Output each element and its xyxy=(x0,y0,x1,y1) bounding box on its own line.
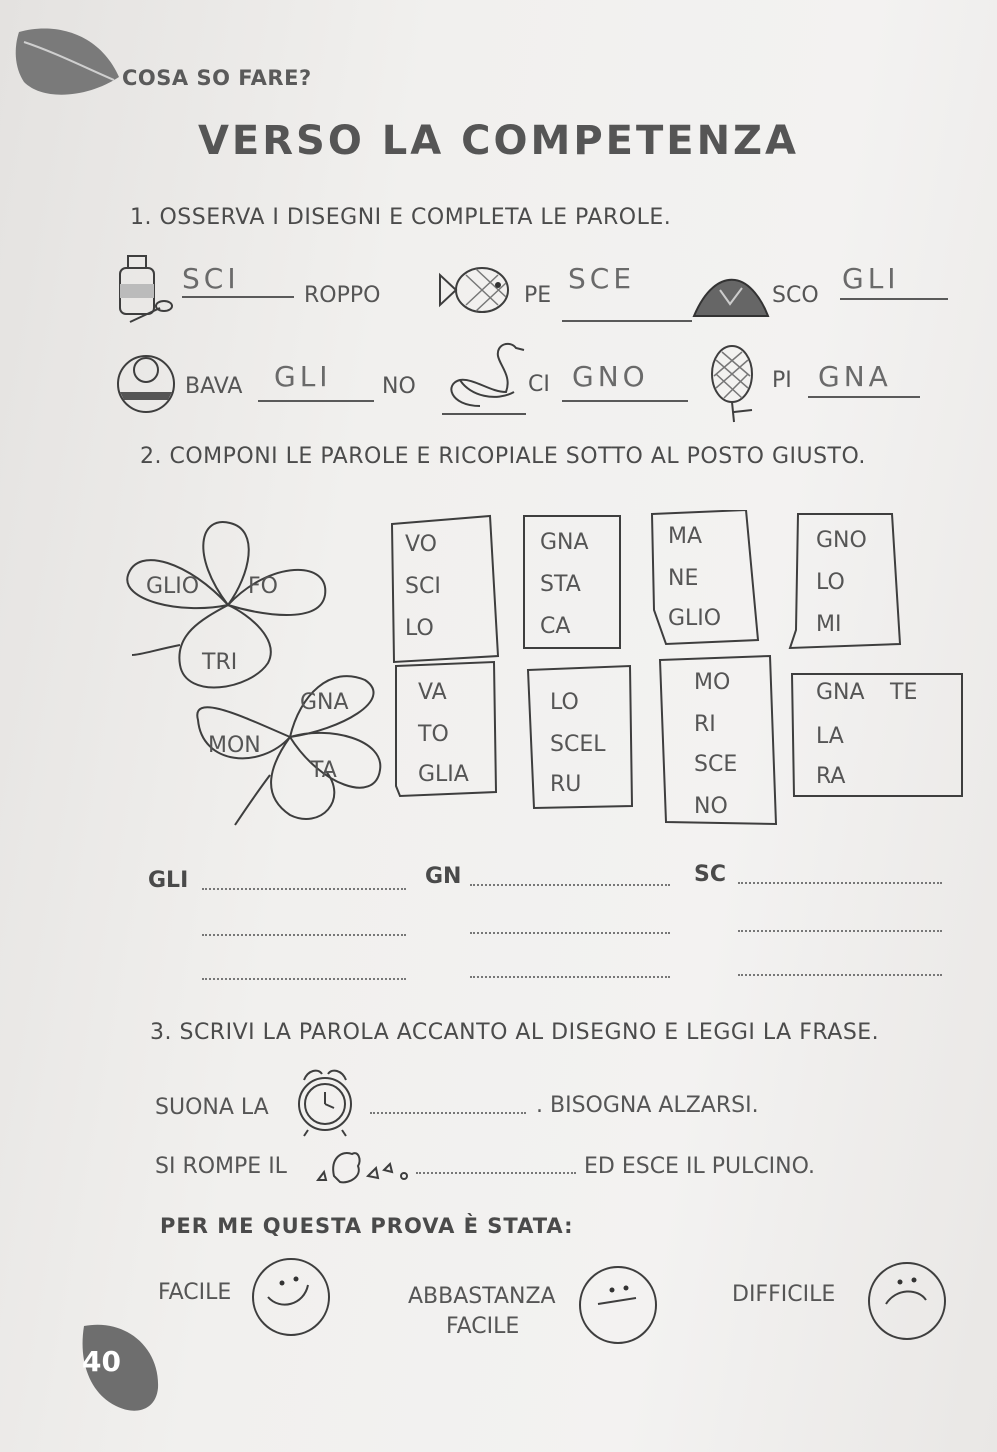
word-prefix: CI xyxy=(528,372,550,397)
clover-syllable: TRI xyxy=(202,650,238,675)
card-syllable: SCE xyxy=(694,752,738,777)
sentence1-after: . BISOGNA ALZARSI. xyxy=(536,1093,759,1118)
exercise3-instruction: 3. SCRIVI LA PAROLA ACCANTO AL DISEGNO E LEGGI LA FRASE. xyxy=(150,1020,880,1045)
write-line[interactable] xyxy=(370,1112,526,1114)
exercise1-instruction: 1. OSSERVA I DISEGNI E COMPLETA LE PAROLE. xyxy=(130,205,672,230)
clover-syllable: GNA xyxy=(300,690,349,715)
card-syllable: GLIO xyxy=(668,606,722,631)
write-line[interactable] xyxy=(738,882,942,884)
answer-word[interactable]: SCE xyxy=(568,262,636,295)
swan-icon xyxy=(440,336,528,418)
answer-word[interactable]: GNA xyxy=(818,360,892,393)
sad-face-icon[interactable] xyxy=(862,1258,952,1344)
answer-word[interactable]: GLI xyxy=(842,262,900,295)
sentence2-before: SI ROMPE IL xyxy=(155,1154,287,1179)
answer-word[interactable]: GNO xyxy=(572,360,649,393)
clover-syllable: GLIO xyxy=(146,574,200,599)
sentence2-after: ED ESCE IL PULCINO. xyxy=(584,1154,816,1179)
page-title: VERSO LA COMPETENZA xyxy=(197,118,800,164)
card-syllable: MI xyxy=(816,612,842,637)
option-easy-label: FACILE xyxy=(158,1280,232,1305)
write-line[interactable] xyxy=(202,888,406,890)
page-number: 40 xyxy=(82,1345,121,1378)
write-line[interactable] xyxy=(738,930,942,932)
syllable-cards xyxy=(384,510,966,830)
word-suffix: NO xyxy=(382,374,416,399)
section-label: COSA SO FARE? xyxy=(122,66,312,90)
card-syllable: NO xyxy=(694,794,728,819)
sentence1-before: SUONA LA xyxy=(155,1095,269,1120)
leaf-icon xyxy=(14,22,124,102)
neutral-face-icon[interactable] xyxy=(572,1262,664,1348)
word-prefix: PI xyxy=(772,368,792,393)
word-prefix: PE xyxy=(524,283,552,308)
write-line[interactable] xyxy=(202,934,406,936)
card-syllable: SCEL xyxy=(550,732,606,757)
card-syllable: RI xyxy=(694,712,716,737)
happy-face-icon[interactable] xyxy=(246,1255,336,1339)
answer-word[interactable]: GLI xyxy=(274,360,332,393)
word-prefix: SCO xyxy=(772,283,819,308)
answer-line xyxy=(258,400,374,402)
card-syllable: MO xyxy=(694,670,731,695)
answer-line xyxy=(182,296,294,298)
alarm-clock-icon xyxy=(290,1062,360,1138)
card-syllable: RA xyxy=(816,764,846,789)
answer-line xyxy=(840,298,948,300)
evaluation-title: PER ME QUESTA PROVA È STATA: xyxy=(160,1214,574,1238)
card-syllable: VA xyxy=(418,680,447,705)
answer-line xyxy=(562,320,692,322)
write-line[interactable] xyxy=(416,1172,576,1174)
card-syllable: TO xyxy=(418,722,449,747)
fish-icon xyxy=(436,255,516,325)
card-syllable: GNA xyxy=(540,530,589,555)
write-line[interactable] xyxy=(470,976,670,978)
clover-syllable: FO xyxy=(248,574,278,599)
column-label-gn: GN xyxy=(425,864,462,889)
pinecone-icon xyxy=(702,340,764,424)
card-syllable: MA xyxy=(668,524,703,549)
card-syllable: GNA xyxy=(816,680,865,705)
card-syllable: LO xyxy=(405,616,434,641)
card-syllable: TE xyxy=(890,680,918,705)
column-label-sc: SC xyxy=(694,862,726,887)
card-syllable: VO xyxy=(405,532,437,557)
column-label-gli: GLI xyxy=(148,868,189,893)
option-hard-label: DIFFICILE xyxy=(732,1282,836,1307)
rock-icon xyxy=(690,270,772,322)
option-medium-label: ABBASTANZA xyxy=(408,1284,556,1309)
clover-drawing xyxy=(120,515,390,830)
answer-word[interactable]: SCI xyxy=(182,262,240,295)
option-medium-label-2: FACILE xyxy=(446,1314,520,1339)
answer-line xyxy=(562,400,688,402)
write-line[interactable] xyxy=(470,884,670,886)
card-syllable: GNO xyxy=(816,528,867,553)
card-syllable: RU xyxy=(550,772,582,797)
write-line[interactable] xyxy=(470,932,670,934)
card-syllable: LO xyxy=(550,690,579,715)
answer-line xyxy=(808,396,920,398)
bib-icon xyxy=(112,348,180,414)
card-syllable: GLIA xyxy=(418,762,469,787)
write-line[interactable] xyxy=(738,974,942,976)
write-line[interactable] xyxy=(202,978,406,980)
word-prefix: BAVA xyxy=(185,374,243,399)
card-syllable: NE xyxy=(668,566,699,591)
card-syllable: LA xyxy=(816,724,844,749)
card-syllable: STA xyxy=(540,572,581,597)
broken-egg-icon xyxy=(312,1146,414,1186)
card-syllable: SCI xyxy=(405,574,441,599)
card-syllable: CA xyxy=(540,614,571,639)
clover-syllable: MON xyxy=(208,733,261,758)
exercise2-instruction: 2. COMPONI LE PAROLE E RICOPIALE SOTTO AL POSTO GIUSTO. xyxy=(140,444,866,469)
bottle-spoon-icon xyxy=(112,252,174,334)
clover-syllable: TA xyxy=(310,758,337,783)
card-syllable: LO xyxy=(816,570,845,595)
word-suffix: ROPPO xyxy=(304,283,381,308)
